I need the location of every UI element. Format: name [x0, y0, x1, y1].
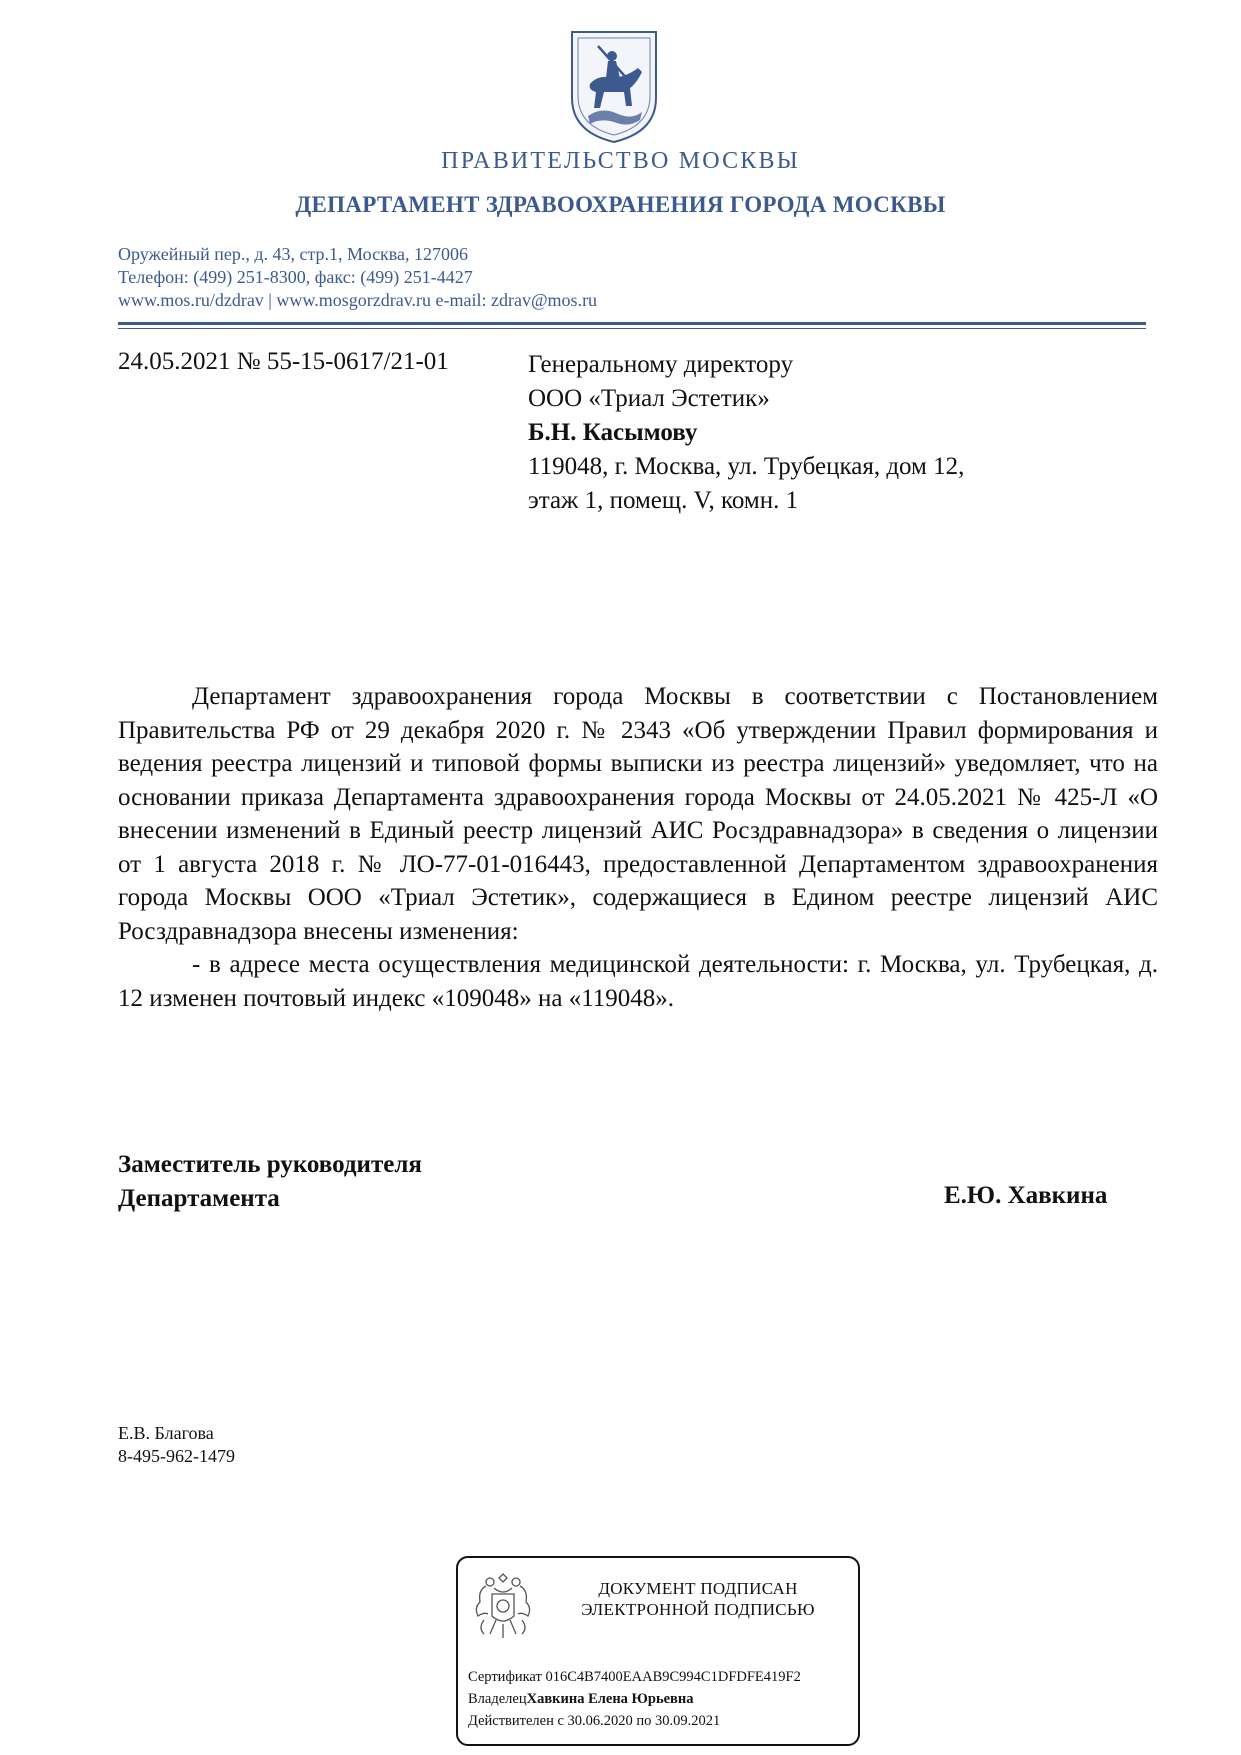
document-reference: 24.05.2021 № 55-15-0617/21-01: [118, 348, 449, 375]
addressee-company: ООО «Триал Эстетик»: [528, 385, 770, 412]
letterhead-phone: Телефон: (499) 251-8300, факс: (499) 251-4427: [118, 267, 473, 287]
signatory-title: [118, 1148, 422, 1216]
executor-name: Е.В. Благова: [118, 1423, 214, 1443]
signatory-title-line1: Заместитель руководителя: [118, 1151, 422, 1178]
stamp-owner-name: Хавкина Елена Юрьевна: [526, 1691, 694, 1707]
stamp-details: [468, 1666, 801, 1732]
signatory-name: Е.Ю. Хавкина: [944, 1182, 1108, 1209]
body-paragraph-2: - в адресе места осуществления медицинской деятельности: г. Москва, ул. Трубецкая, д. 12 изменен почтовый индекс «109048» на «119048».: [118, 951, 1158, 1012]
letterhead-divider-thick: [118, 322, 1146, 325]
addressee-position: Генеральному директору: [528, 351, 794, 378]
department-title: ДЕПАРТАМЕНТ ЗДРАВООХРАНЕНИЯ ГОРОДА МОСКВЫ: [295, 192, 946, 217]
letterhead-address: Оружейный пер., д. 43, стр.1, Москва, 127006: [118, 244, 469, 264]
addressee-block: [528, 348, 964, 518]
addressee-address-line1: 119048, г. Москва, ул. Трубецкая, дом 12,: [528, 453, 965, 480]
signatory-title-line2: Департамента: [118, 1185, 280, 1212]
stamp-owner: [468, 1688, 801, 1710]
letterhead-divider-thin: [118, 328, 1146, 329]
stamp-title-line1: ДОКУМЕНТ ПОДПИСАН: [598, 1579, 798, 1598]
letter-body: [118, 680, 1158, 1015]
addressee-name: Б.Н. Касымову: [528, 419, 698, 446]
body-paragraph-1: Департамент здравоохранения города Москвы в соответствии с Постановлением Правительства РФ от 29 декабря 2020 г. № 2343 «Об утверждении Правил формирования и ведения реестра лицензий и типовой формы выписки из реестра лицензий» уведомляет, что на основании приказа Департамента здравоохранения города Москвы от 24.05.2021 № 425-Л «О внесении изменений в Единый реестр лицензий АИС Росздравнадзора» в сведения о лицензии от 1 августа 2018 г. № ЛО-77-01-016443, предоставленной Департаментом здравоохранения города Москвы ООО «Триал Эстетик», содержащиеся в Едином реестре лицензий АИС Росздравнадзора внесены изменения:: [118, 683, 1158, 945]
stamp-validity: Действителен с 30.06.2020 по 30.09.2021: [468, 1713, 721, 1729]
stamp-certificate: Сертификат 016C4B7400EAAB9C994C1DFDFE419F2: [468, 1669, 801, 1685]
stamp-title: [548, 1578, 848, 1620]
executor-block: [118, 1422, 235, 1468]
letterhead-contacts: [118, 243, 597, 312]
electronic-signature-stamp: [456, 1556, 860, 1746]
moscow-coat-of-arms-icon: [568, 28, 660, 146]
russian-double-headed-eagle-icon: [470, 1568, 536, 1648]
executor-phone: 8-495-962-1479: [118, 1446, 235, 1466]
stamp-title-line2: ЭЛЕКТРОННОЙ ПОДПИСЬЮ: [581, 1600, 815, 1619]
letterhead-web: www.mos.ru/dzdrav | www.mosgorzdrav.ru e-mail: zdrav@mos.ru: [118, 290, 598, 310]
stamp-owner-label: Владелец: [468, 1691, 527, 1707]
addressee-address-line2: этаж 1, помещ. V, комн. 1: [528, 487, 799, 514]
government-title: ПРАВИТЕЛЬСТВО МОСКВЫ: [441, 148, 800, 174]
